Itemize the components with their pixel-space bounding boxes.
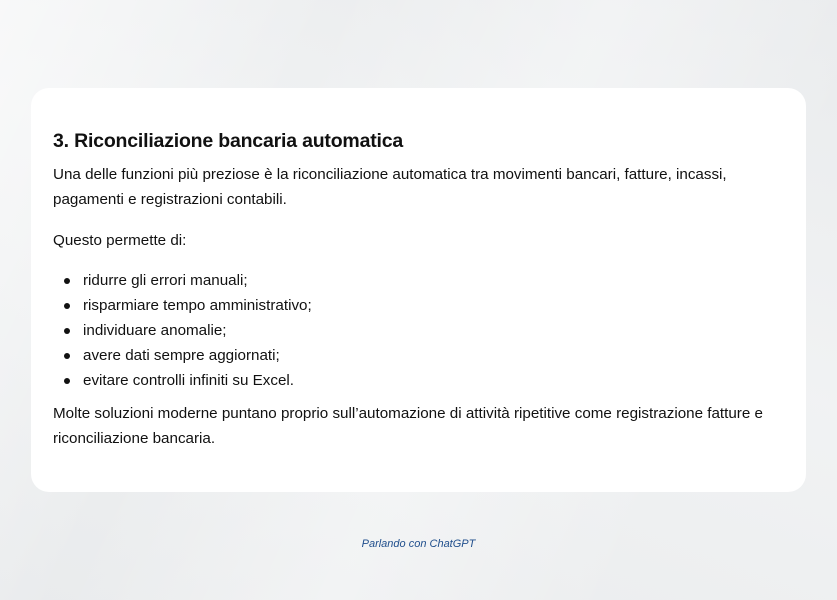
list-item — [53, 368, 786, 393]
bullet-icon — [64, 378, 70, 384]
list-item-text: individuare anomalie; — [83, 322, 227, 339]
bullet-icon — [64, 303, 70, 309]
section-heading: 3. Riconciliazione bancaria automatica — [53, 130, 404, 152]
list-item — [53, 268, 786, 293]
list-item-text: evitare controlli infiniti su Excel. — [83, 372, 295, 389]
footer-caption: Parlando con ChatGPT — [361, 538, 476, 550]
content-card — [31, 88, 806, 492]
lead-paragraph: Questo permette di: — [53, 232, 187, 249]
list-item — [53, 343, 786, 368]
benefits-list — [53, 268, 786, 393]
closing-paragraph: Molte soluzioni moderne puntano proprio sull’automazione di attività ripetitive come registrazione fatture e riconciliazione bancaria. — [53, 405, 763, 447]
list-item — [53, 318, 786, 343]
bullet-icon — [64, 328, 70, 334]
bullet-icon — [64, 278, 70, 284]
list-item-text: risparmiare tempo amministrativo; — [83, 297, 312, 314]
bullet-icon — [64, 353, 70, 359]
list-item-text: avere dati sempre aggiornati; — [83, 347, 280, 364]
list-item-text: ridurre gli errori manuali; — [83, 272, 248, 289]
intro-paragraph: Una delle funzioni più preziose è la riconciliazione automatica tra movimenti bancari, fatture, incassi, pagamenti e registrazioni contabili. — [53, 166, 727, 208]
list-item — [53, 293, 786, 318]
